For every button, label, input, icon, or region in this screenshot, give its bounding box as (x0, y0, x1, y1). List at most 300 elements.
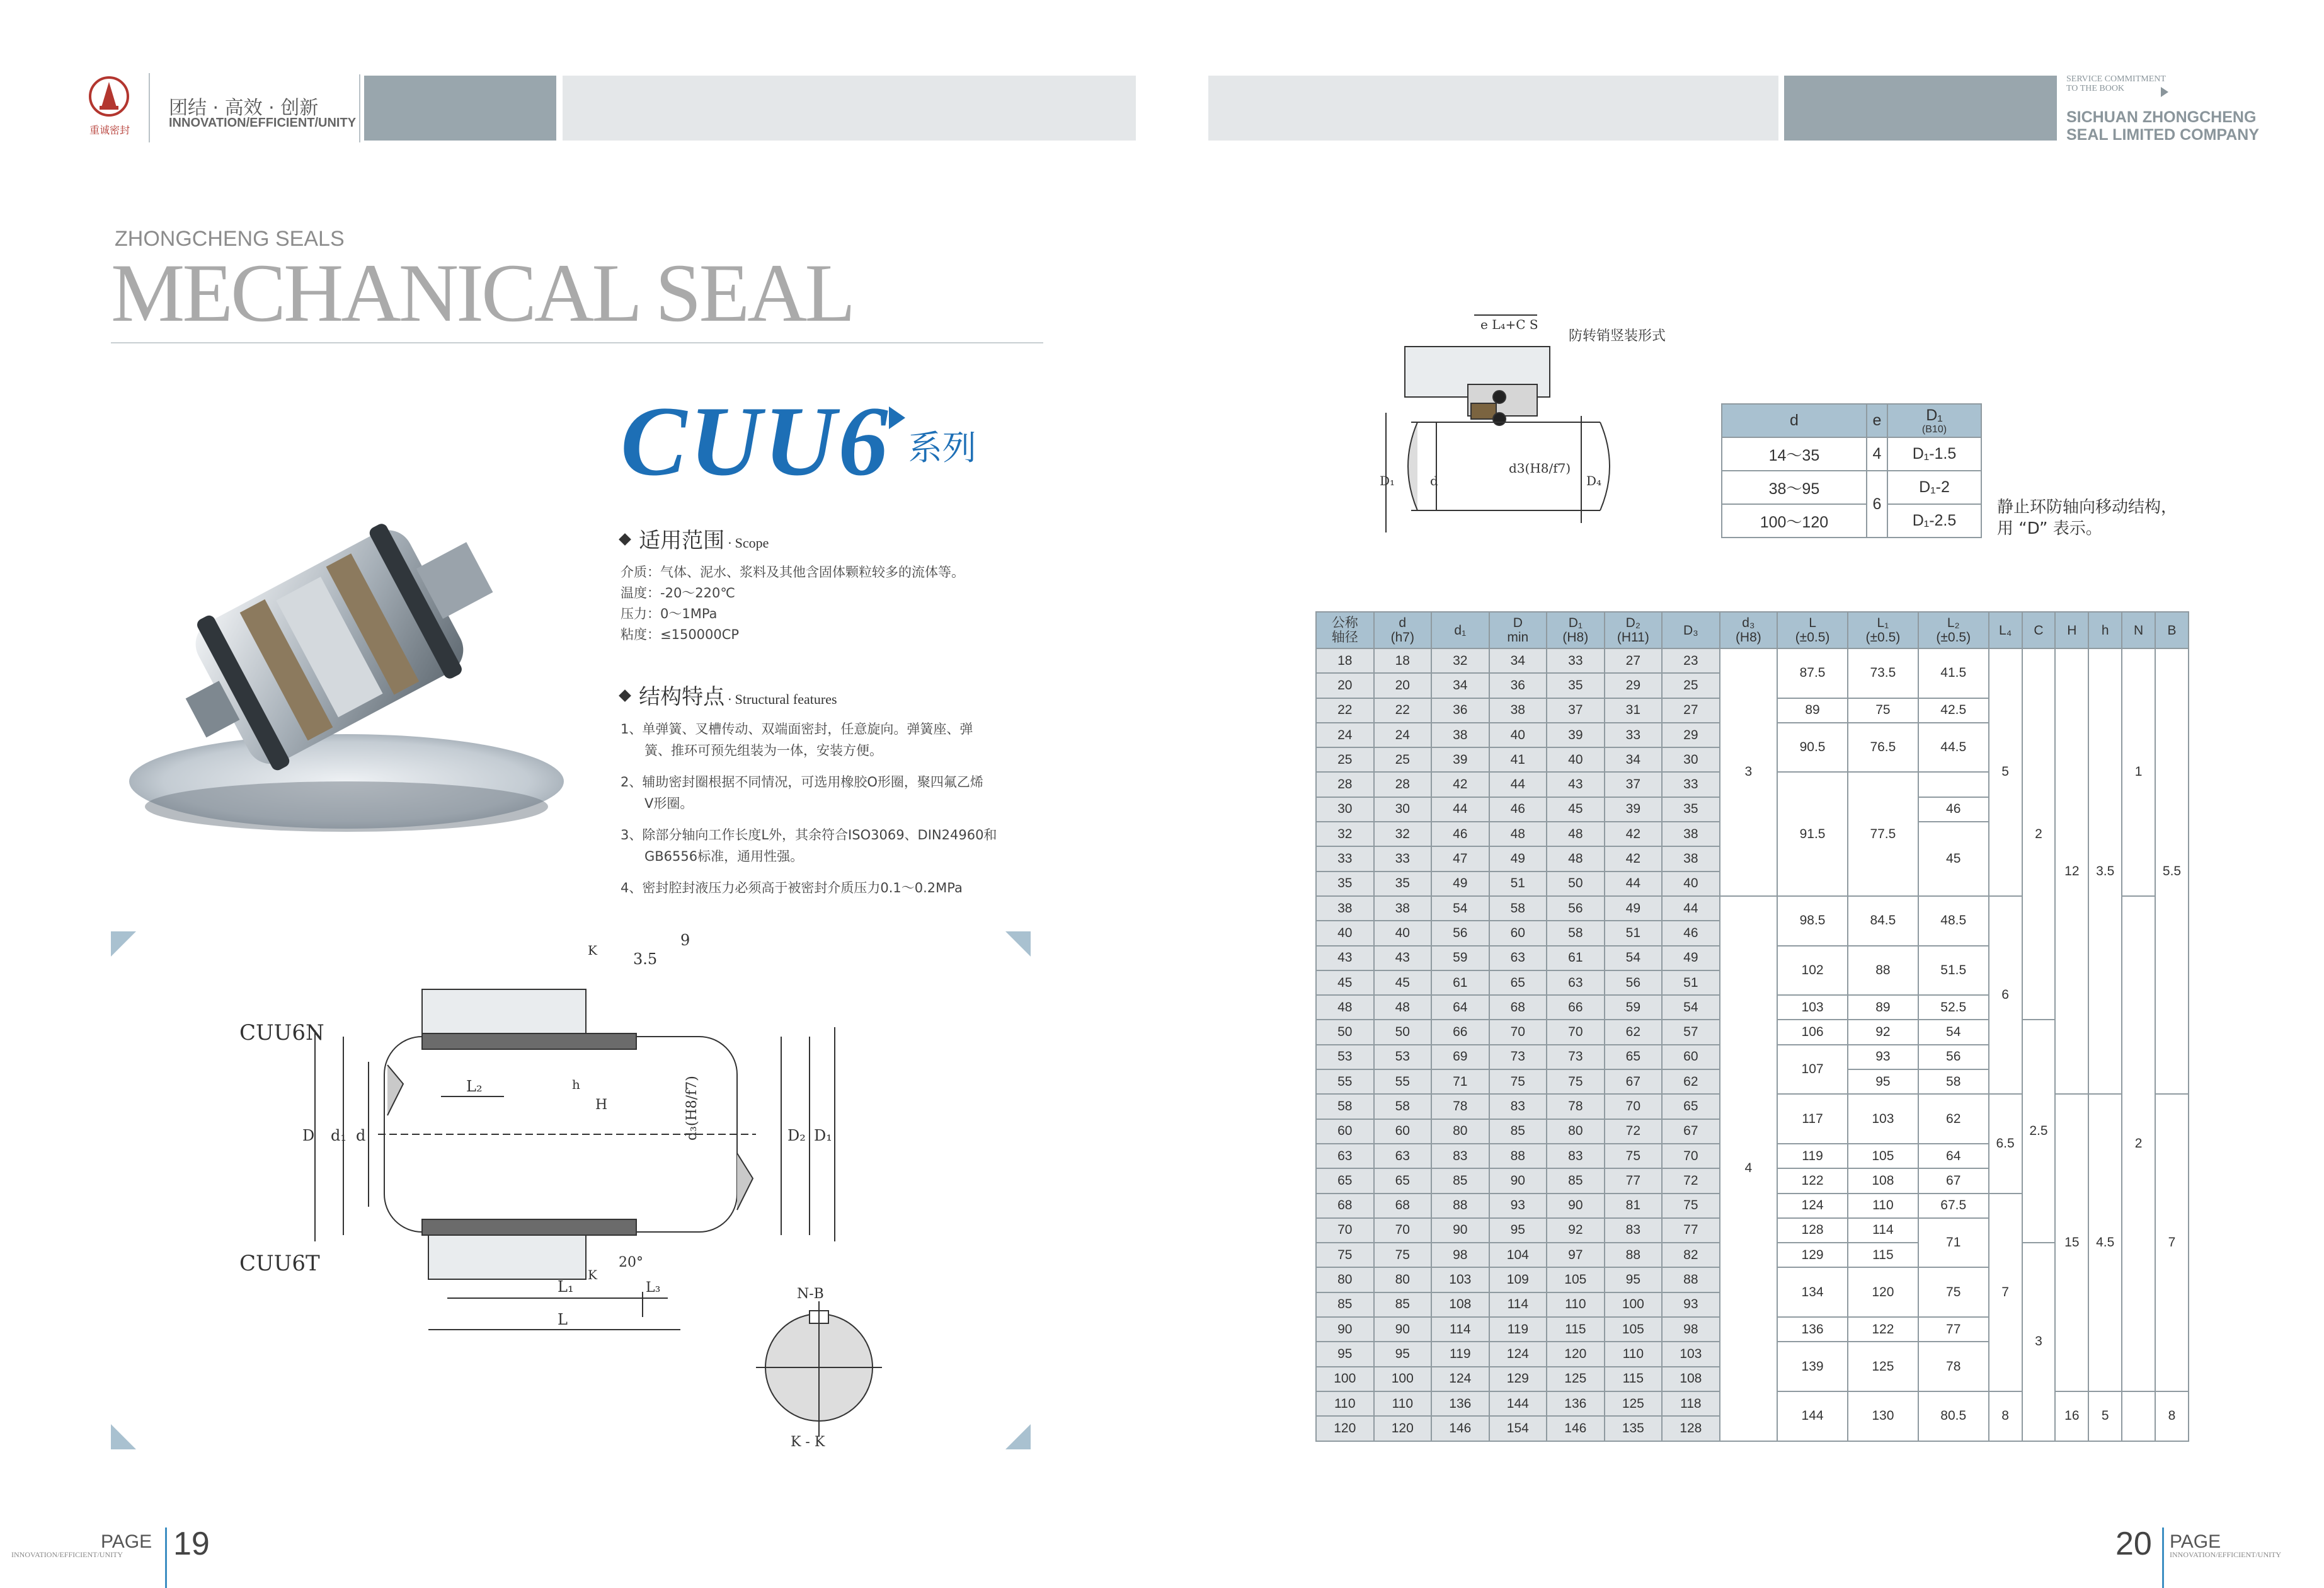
table-cell: 85 (1431, 1168, 1489, 1193)
small-D1: D₁ (1380, 473, 1395, 488)
table-cell: 92 (1848, 1020, 1918, 1044)
table-cell: 38 (1662, 846, 1720, 871)
page-label: PAGE (2170, 1531, 2221, 1552)
table-cell: 33 (1605, 723, 1663, 747)
small-d: d (1430, 473, 1438, 488)
table-cell: 3 (2022, 1243, 2056, 1441)
table-cell: 78 (1547, 1094, 1605, 1119)
table-cell: 3.5 (2088, 648, 2122, 1094)
scope-item: 粘度：≤150000CP (621, 627, 740, 642)
table-cell: 134 (1777, 1267, 1848, 1317)
table-cell: 136 (1431, 1391, 1489, 1416)
small-cell: 4 (1867, 437, 1887, 471)
table-cell: 87.5 (1777, 648, 1848, 698)
table-cell: 54 (1605, 946, 1663, 970)
table-cell: 8 (1989, 1391, 2022, 1441)
table-cell: 22 (1316, 698, 1374, 723)
table-cell: 42 (1605, 822, 1663, 846)
table-cell: 27 (1662, 698, 1720, 723)
small-cell: D₁-2.5 (1887, 504, 1981, 538)
table-cell: 70 (1374, 1218, 1432, 1243)
table-cell: 48 (1316, 995, 1374, 1020)
footer-left (0, 1526, 252, 1588)
table-cell: 4.5 (2088, 1094, 2122, 1391)
spec-table (1315, 611, 2189, 1442)
service-line2: TO THE BOOK (2066, 84, 2125, 93)
scope-title: 适用范围 (639, 528, 725, 553)
series-label: 系列 (908, 428, 976, 468)
table-cell: 75 (1662, 1194, 1720, 1218)
footer-right (2104, 1526, 2324, 1588)
table-cell: 108 (1848, 1168, 1918, 1193)
table-cell: 64 (1431, 995, 1489, 1020)
table-cell: 88 (1605, 1243, 1663, 1267)
table-cell: 92 (1547, 1218, 1605, 1243)
label-cuu6n: CUU6N (239, 1020, 324, 1045)
table-cell: 105 (1848, 1144, 1918, 1168)
table-cell: 90.5 (1777, 723, 1848, 773)
table-cell: 68 (1316, 1194, 1374, 1218)
table-cell: 40 (1374, 921, 1432, 945)
table-cell: 56 (1605, 970, 1663, 995)
table-cell: 30 (1316, 797, 1374, 822)
table-cell: 63 (1547, 970, 1605, 995)
table-cell: 117 (1777, 1094, 1848, 1144)
table-cell: 73 (1547, 1045, 1605, 1069)
brand-label: ZHONGCHENG SEALS (115, 227, 345, 251)
table-cell: 56 (1431, 921, 1489, 945)
dim-H: H (595, 1097, 608, 1113)
table-cell: 84.5 (1848, 896, 1918, 946)
scope-item: 压力：0～1MPa (621, 606, 718, 621)
table-cell: 55 (1374, 1069, 1432, 1094)
table-cell: 110 (1547, 1292, 1605, 1317)
table-cell: 82 (1662, 1243, 1720, 1267)
table-cell: 90 (1374, 1317, 1432, 1342)
table-cell: 102 (1777, 946, 1848, 996)
table-cell: 125 (1848, 1342, 1918, 1391)
table-cell: 75 (1316, 1243, 1374, 1267)
spec-header: h (2088, 612, 2122, 648)
table-cell: 50 (1316, 1020, 1374, 1044)
table-cell: 38 (1374, 896, 1432, 921)
small-cell: 100～120 (1722, 504, 1867, 538)
label-nb: N-B (797, 1286, 824, 1302)
small-cell: D₁-1.5 (1887, 437, 1981, 471)
table-cell: 122 (1848, 1317, 1918, 1342)
slogan-en: INNOVATION/EFFICIENT/UNITY (169, 116, 357, 130)
table-cell: 30 (1374, 797, 1432, 822)
table-cell: 37 (1547, 698, 1605, 723)
table-cell: 51 (1662, 970, 1720, 995)
table-cell: 83 (1489, 1094, 1547, 1119)
table-cell: 49 (1431, 872, 1489, 896)
corner-mark (1005, 1424, 1031, 1449)
table-cell: 49 (1662, 946, 1720, 970)
page-title: MECHANICAL SEAL (111, 246, 854, 339)
table-cell: 108 (1662, 1367, 1720, 1391)
scope-en: Scope (735, 535, 769, 551)
page-number: 20 (2115, 1526, 2152, 1562)
table-cell: 44 (1662, 896, 1720, 921)
table-cell: 68 (1374, 1194, 1432, 1218)
table-cell: 40 (1662, 872, 1720, 896)
table-cell: 93 (1848, 1045, 1918, 1069)
table-cell: 58 (1489, 896, 1547, 921)
table-cell: 18 (1316, 648, 1374, 673)
table-cell: 38 (1489, 698, 1547, 723)
table-cell: 58 (1316, 1094, 1374, 1119)
table-cell: 65 (1316, 1168, 1374, 1193)
table-cell: 98 (1431, 1243, 1489, 1267)
table-cell: 42 (1431, 772, 1489, 797)
table-cell: 83 (1547, 1144, 1605, 1168)
table-cell: 34 (1489, 648, 1547, 673)
table-cell: 22 (1374, 698, 1432, 723)
table-cell: 67 (1662, 1119, 1720, 1144)
table-cell: 42.5 (1918, 698, 1989, 723)
table-cell: 97 (1547, 1243, 1605, 1267)
table-cell: 32 (1431, 648, 1489, 673)
table-cell: 35 (1662, 797, 1720, 822)
table-cell: 46 (1918, 797, 1989, 822)
dim-9: 9 (680, 931, 690, 949)
table-cell: 124 (1489, 1342, 1547, 1366)
table-cell: 90 (1489, 1168, 1547, 1193)
table-cell: 89 (1848, 995, 1918, 1020)
table-cell: 70 (1605, 1094, 1663, 1119)
table-cell: 16 (2055, 1391, 2088, 1441)
table-cell: 46 (1431, 822, 1489, 846)
dim-D2: D₂ (787, 1127, 806, 1144)
table-cell: 80 (1316, 1267, 1374, 1292)
table-cell: 66 (1431, 1020, 1489, 1044)
table-cell (2122, 1391, 2155, 1441)
table-cell: 4 (1720, 896, 1778, 1441)
feature-line: GB6556标准，通用性强。 (644, 849, 804, 864)
table-cell: 136 (1547, 1391, 1605, 1416)
table-cell: 35 (1547, 673, 1605, 698)
spec-header: L₂ (±0.5) (1918, 612, 1989, 648)
features-list (621, 718, 1043, 899)
table-cell: 120 (1848, 1267, 1918, 1317)
small-d3: d3(H8/f7) (1509, 461, 1571, 476)
table-cell: 33 (1662, 772, 1720, 797)
table-cell: 104 (1489, 1243, 1547, 1267)
table-cell: 25 (1316, 747, 1374, 772)
table-cell: 48.5 (1918, 896, 1989, 946)
table-cell: 44 (1489, 772, 1547, 797)
small-drawing-label: 防转销竖装形式 (1569, 328, 1666, 344)
table-cell: 36 (1431, 698, 1489, 723)
dim-h: h (572, 1077, 580, 1092)
table-cell: 41.5 (1918, 648, 1989, 698)
table-cell: 115 (1547, 1317, 1605, 1342)
table-cell: 55 (1316, 1069, 1374, 1094)
page-sub: INNOVATION/EFFICIENT/UNITY (2170, 1550, 2282, 1559)
table-cell: 65 (1374, 1168, 1432, 1193)
table-cell: 2 (2022, 648, 2056, 1020)
table-cell: 103 (1662, 1342, 1720, 1366)
table-cell: 23 (1662, 648, 1720, 673)
table-cell: 39 (1605, 797, 1663, 822)
features-en: Structural features (735, 691, 837, 707)
table-cell: 35 (1374, 872, 1432, 896)
table-cell: 53 (1316, 1045, 1374, 1069)
table-cell: 118 (1662, 1391, 1720, 1416)
table-cell: 120 (1374, 1416, 1432, 1441)
table-cell: 25 (1374, 747, 1432, 772)
table-cell: 124 (1777, 1194, 1848, 1218)
spec-header: L (±0.5) (1777, 612, 1848, 648)
spec-header: C (2022, 612, 2056, 648)
table-cell: 58 (1918, 1069, 1989, 1094)
table-cell: 29 (1605, 673, 1663, 698)
note-line: 用 “D” 表示。 (1997, 519, 2102, 538)
table-cell: 5 (2088, 1391, 2122, 1441)
feature-line: 1、单弹簧、叉槽传动、双端面密封，任意旋向。弹簧座、弹 (621, 722, 973, 737)
model-title (621, 384, 976, 499)
spec-header: 公称 轴径 (1316, 612, 1374, 648)
table-cell: 20 (1316, 673, 1374, 698)
table-cell: 93 (1662, 1292, 1720, 1317)
table-cell: 33 (1316, 846, 1374, 871)
table-cell: 129 (1777, 1243, 1848, 1267)
small-cell: 6 (1867, 471, 1887, 538)
table-cell: 60 (1662, 1045, 1720, 1069)
spec-header: D₁ (H8) (1547, 612, 1605, 648)
table-cell: 51.5 (1918, 946, 1989, 996)
table-cell: 6 (1989, 896, 2022, 1094)
table-cell: 28 (1316, 772, 1374, 797)
table-cell: 81 (1605, 1194, 1663, 1218)
table-cell: 98 (1662, 1317, 1720, 1342)
table-cell: 88 (1848, 946, 1918, 996)
table-cell: 103 (1777, 995, 1848, 1020)
dim-angle: 20° (619, 1255, 643, 1270)
table-cell: 56 (1547, 896, 1605, 921)
table-cell: 57 (1662, 1020, 1720, 1044)
scope-list (621, 562, 965, 645)
table-cell: 56 (1918, 1045, 1989, 1069)
table-cell: 40 (1316, 921, 1374, 945)
table-cell: 63 (1489, 946, 1547, 970)
table-cell: 139 (1777, 1342, 1848, 1391)
slogan-cn: 团结 · 高效 · 创新 (169, 97, 319, 119)
corner-mark (111, 1424, 136, 1449)
spec-header: D min (1489, 612, 1547, 648)
table-cell: 38 (1431, 723, 1489, 747)
table-cell: 146 (1547, 1416, 1605, 1441)
small-header: e (1867, 404, 1887, 437)
table-cell: 31 (1605, 698, 1663, 723)
small-cell: 14～35 (1722, 437, 1867, 471)
table-cell: 50 (1547, 872, 1605, 896)
small-cell: D₁-2 (1887, 471, 1981, 504)
table-cell: 78 (1918, 1342, 1989, 1391)
table-cell: 114 (1489, 1292, 1547, 1317)
page-label: PAGE (101, 1531, 152, 1552)
table-cell: 90 (1431, 1218, 1489, 1243)
table-cell: 110 (1316, 1391, 1374, 1416)
table-cell: 7 (1989, 1194, 2022, 1391)
feature-line: 2、辅助密封圈根据不同情况，可选用橡胶O形圈，聚四氟乙烯 (621, 774, 983, 790)
dim-k-top: K (588, 943, 597, 958)
spec-header: N (2122, 612, 2155, 648)
table-cell: 39 (1547, 723, 1605, 747)
feature-line: 4、密封腔封液压力必须高于被密封介质压力0.1～0.2MPa (621, 880, 963, 895)
table-cell: 48 (1547, 846, 1605, 871)
table-cell: 130 (1848, 1391, 1918, 1441)
table-cell: 34 (1605, 747, 1663, 772)
dim-d1: d₁ (331, 1127, 346, 1144)
table-cell: 80 (1431, 1119, 1489, 1144)
table-cell: 47 (1431, 846, 1489, 871)
table-cell: 85 (1547, 1168, 1605, 1193)
spec-header: d (h7) (1374, 612, 1432, 648)
table-cell: 54 (1662, 995, 1720, 1020)
company-line1: SICHUAN ZHONGCHENG (2066, 108, 2257, 126)
table-cell: 120 (1547, 1342, 1605, 1366)
table-cell: 60 (1489, 921, 1547, 945)
spec-header: L₁ (±0.5) (1848, 612, 1918, 648)
table-cell: 68 (1489, 995, 1547, 1020)
table-cell: 44.5 (1918, 723, 1989, 773)
table-cell: 35 (1316, 872, 1374, 896)
service-line1: SERVICE COMMITMENT (2066, 74, 2166, 84)
spec-header: L₄ (1989, 612, 2022, 648)
table-cell: 85 (1316, 1292, 1374, 1317)
table-cell: 8 (2155, 1391, 2189, 1441)
table-cell: 49 (1605, 896, 1663, 921)
dim-d: d (356, 1127, 366, 1144)
table-cell: 100 (1605, 1292, 1663, 1317)
table-cell: 75 (1918, 1267, 1989, 1317)
scope-item: 介质：气体、泥水、浆料及其他含固体颗粒较多的流体等。 (621, 565, 965, 580)
spec-header: D₂ (H11) (1605, 612, 1663, 648)
small-spec-table (1721, 403, 1982, 538)
small-dims: e L₄+C S (1480, 317, 1538, 332)
table-cell: 122 (1777, 1168, 1848, 1193)
table-cell: 51 (1605, 921, 1663, 945)
table-cell: 5.5 (2155, 648, 2189, 1094)
table-cell: 100 (1316, 1367, 1374, 1391)
table-cell: 72 (1662, 1168, 1720, 1193)
table-cell: 95 (1374, 1342, 1432, 1366)
note-line: 静止环防轴向移动结构， (1997, 498, 2178, 517)
table-cell: 39 (1431, 747, 1489, 772)
table-cell: 77 (1918, 1317, 1989, 1342)
table-cell: 63 (1316, 1144, 1374, 1168)
table-cell: 98.5 (1777, 896, 1848, 946)
table-cell: 77 (1662, 1218, 1720, 1243)
table-cell: 119 (1777, 1144, 1848, 1168)
table-cell: 29 (1662, 723, 1720, 747)
table-cell: 3 (1720, 648, 1778, 896)
table-cell: 75 (1489, 1069, 1547, 1094)
table-cell: 52.5 (1918, 995, 1989, 1020)
table-cell: 70 (1662, 1144, 1720, 1168)
table-cell: 77.5 (1848, 772, 1918, 895)
table-cell: 72 (1605, 1119, 1663, 1144)
table-cell: 80 (1547, 1119, 1605, 1144)
table-cell: 115 (1848, 1243, 1918, 1267)
table-cell: 78 (1431, 1094, 1489, 1119)
dim-D1: D₁ (814, 1127, 832, 1144)
table-cell: 125 (1605, 1391, 1663, 1416)
table-cell: 73 (1489, 1045, 1547, 1069)
model-arrow-icon (889, 406, 905, 429)
table-cell: 43 (1547, 772, 1605, 797)
table-cell: 46 (1489, 797, 1547, 822)
table-cell: 135 (1605, 1416, 1663, 1441)
dim-l3: L₃ (646, 1280, 661, 1296)
table-cell: 71 (1431, 1069, 1489, 1094)
features-title: 结构特点 (639, 684, 725, 710)
table-cell: 80.5 (1918, 1391, 1989, 1441)
table-cell: 70 (1547, 1020, 1605, 1044)
company-line2: SEAL LIMITED COMPANY (2066, 126, 2260, 144)
table-cell: 114 (1848, 1218, 1918, 1243)
table-cell: 54 (1918, 1020, 1989, 1044)
product-image (120, 454, 573, 863)
table-cell: 43 (1374, 946, 1432, 970)
table-cell: 70 (1489, 1020, 1547, 1044)
table-cell: 62 (1662, 1069, 1720, 1094)
logo-icon (88, 76, 130, 117)
diamond-icon (619, 689, 631, 702)
table-cell: 27 (1605, 648, 1663, 673)
table-cell: 43 (1316, 946, 1374, 970)
small-header: D₁ (B10) (1887, 404, 1981, 437)
table-cell: 75 (1848, 698, 1918, 723)
table-cell: 40 (1547, 747, 1605, 772)
table-cell: 64 (1918, 1144, 1989, 1168)
feature-line: 簧、推环可预先组装为一体，安装方便。 (644, 743, 883, 758)
table-cell: 129 (1489, 1367, 1547, 1391)
table-cell: 45 (1547, 797, 1605, 822)
table-cell: 108 (1431, 1292, 1489, 1317)
table-cell: 44 (1605, 872, 1663, 896)
table-cell: 70 (1316, 1218, 1374, 1243)
table-cell: 60 (1316, 1119, 1374, 1144)
table-cell: 38 (1316, 896, 1374, 921)
table-cell: 88 (1489, 1144, 1547, 1168)
table-cell: 53 (1374, 1045, 1432, 1069)
table-cell: 73.5 (1848, 648, 1918, 698)
table-cell: 88 (1662, 1267, 1720, 1292)
table-cell: 61 (1547, 946, 1605, 970)
table-cell: 59 (1431, 946, 1489, 970)
table-cell: 28 (1374, 772, 1432, 797)
table-cell: 114 (1431, 1317, 1489, 1342)
table-cell: 7 (2155, 1094, 2189, 1391)
table-cell: 65 (1605, 1045, 1663, 1069)
table-cell: 66 (1547, 995, 1605, 1020)
table-cell: 15 (2055, 1094, 2088, 1391)
table-cell: 75 (1374, 1243, 1432, 1267)
table-cell: 2 (2122, 896, 2155, 1391)
small-D4: D₄ (1586, 473, 1602, 488)
table-cell: 85 (1374, 1292, 1432, 1317)
table-cell: 105 (1605, 1317, 1663, 1342)
table-cell: 67 (1605, 1069, 1663, 1094)
feature-line: 3、除部分轴向工作长度L外，其余符合ISO3069、DIN24960和 (621, 827, 997, 843)
table-cell: 103 (1431, 1267, 1489, 1292)
scope-item: 温度：-20～220℃ (621, 585, 735, 601)
table-cell: 71 (1918, 1218, 1989, 1268)
table-cell: 58 (1374, 1094, 1432, 1119)
